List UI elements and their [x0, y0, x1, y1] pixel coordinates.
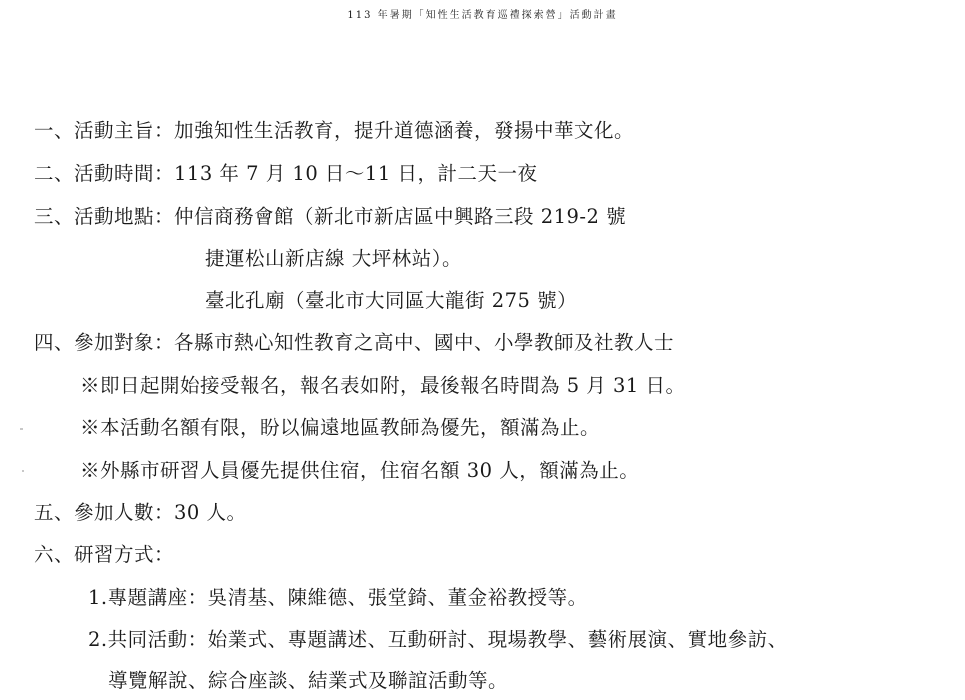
- method-heading: 六、研習方式：: [34, 543, 175, 566]
- location-line: 三、活動地點：仲信商務會館（新北市新店區中興路三段 219-2 號: [34, 205, 627, 228]
- headcount-line: 五、參加人數：30 人。: [34, 501, 247, 524]
- participants-line: 四、參加對象：各縣市熱心知性教育之高中、國中、小學教師及社教人士: [34, 331, 675, 354]
- document-title: 113 年暑期「知性生活教育巡禮探索營」活動計畫: [347, 10, 618, 21]
- note-quota: ※本活動名額有限，盼以偏遠地區教師為優先，額滿為止。: [80, 416, 601, 439]
- method-activities-cont: 導覽解說、綜合座談、結業式及聯誼活動等。: [108, 669, 509, 692]
- scan-speck: [20, 428, 23, 430]
- note-registration: ※即日起開始接受報名，報名表如附，最後報名時間為 5 月 31 日。: [80, 374, 686, 397]
- purpose-line: 一、活動主旨：加強知性生活教育，提升道德涵養，發揚中華文化。: [34, 119, 635, 142]
- location-line-temple: 臺北孔廟（臺北市大同區大龍街 275 號）: [205, 289, 578, 312]
- location-line-mrt: 捷運松山新店線 大坪林站）。: [205, 247, 462, 270]
- method-lectures: 1.專題講座：吳清基、陳維德、張堂錡、董金裕教授等。: [88, 586, 588, 609]
- method-activities: 2.共同活動：始業式、專題講述、互動研討、現場教學、藝術展演、實地參訪、: [88, 628, 788, 651]
- time-line: 二、活動時間：113 年 7 月 10 日～11 日，計二天一夜: [34, 162, 538, 185]
- scan-speck: [22, 470, 24, 472]
- note-lodging: ※外縣市研習人員優先提供住宿，住宿名額 30 人，額滿為止。: [80, 459, 640, 482]
